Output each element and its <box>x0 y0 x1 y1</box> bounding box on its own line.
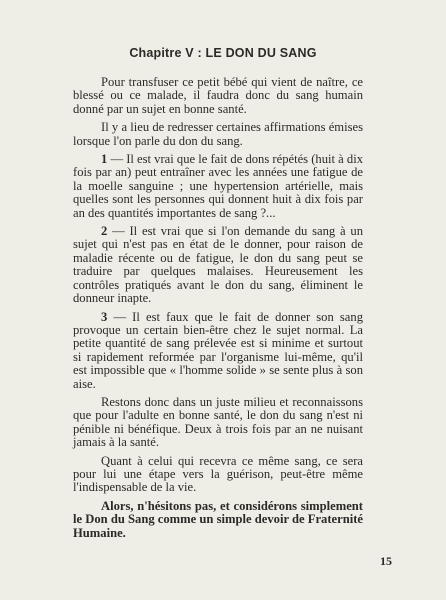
paragraph-point-1: 1 — Il est vrai que le fait de dons répétés (huit à dix fois par an) peut entraîner avec les années une fatigue de la moelle sanguine ; une hypertension artérielle, mais quelles sont les personnes qui donnent huit à dix fois par an des quantités importantes de sang ?... <box>73 152 363 220</box>
point-number: 1 <box>101 152 108 167</box>
chapter-title: Chapitre V : LE DON DU SANG <box>129 46 317 60</box>
paragraph-point-2: 2 — Il est vrai que si l'on demande du sang à un sujet qui n'est pas en état de le donner, pour raison de maladie récente ou de fatigue, le don du sang peut se traduire par quelques malaises. Heureusement les contrôles pratiqués avant le don du sang, éliminent le donneur inapte. <box>73 224 363 306</box>
paragraph-receveur: Quant à celui qui recevra ce même sang, ce sera pour lui une étape vers la guérison, peut-être même l'indispensable de la vie. <box>73 453 363 495</box>
paragraph-conclusion: Alors, n'hésitons pas, et considérons simplement le Don du Sang comme un simple devoir de Fraternité Humaine. <box>73 498 363 540</box>
page-number: 15 <box>380 554 392 568</box>
paragraph-point-3: 3 — Il est faux que le fait de donner son sang provoque un certain bien-être chez le sujet normal. La petite quantité de sang prélevée est si minime et surtout si rapidement reformée par l'organisme lui-même, qu'il est impossible que « l'homme solide » se sente plus à son aise. <box>73 309 363 391</box>
paragraph-affirmations: Il y a lieu de redresser certaines affirmations émises lorsque l'on parle du don du sang. <box>73 120 363 148</box>
paragraph-intro: Pour transfuser ce petit bébé qui vient de naître, ce blessé ou ce malade, il faudra donc du sang humain donné par un sujet en bonne santé. <box>73 75 363 116</box>
point-number: 3 <box>101 309 108 324</box>
chapter-body <box>73 76 363 545</box>
paragraph-juste-milieu: Restons donc dans un juste milieu et reconnaissons que pour l'adulte en bonne santé, le don du sang n'est ni pénible ni bénéfique. Deux à trois fois par an ne nuisant jamais à la santé. <box>73 394 363 450</box>
point-number: 2 <box>101 224 108 239</box>
